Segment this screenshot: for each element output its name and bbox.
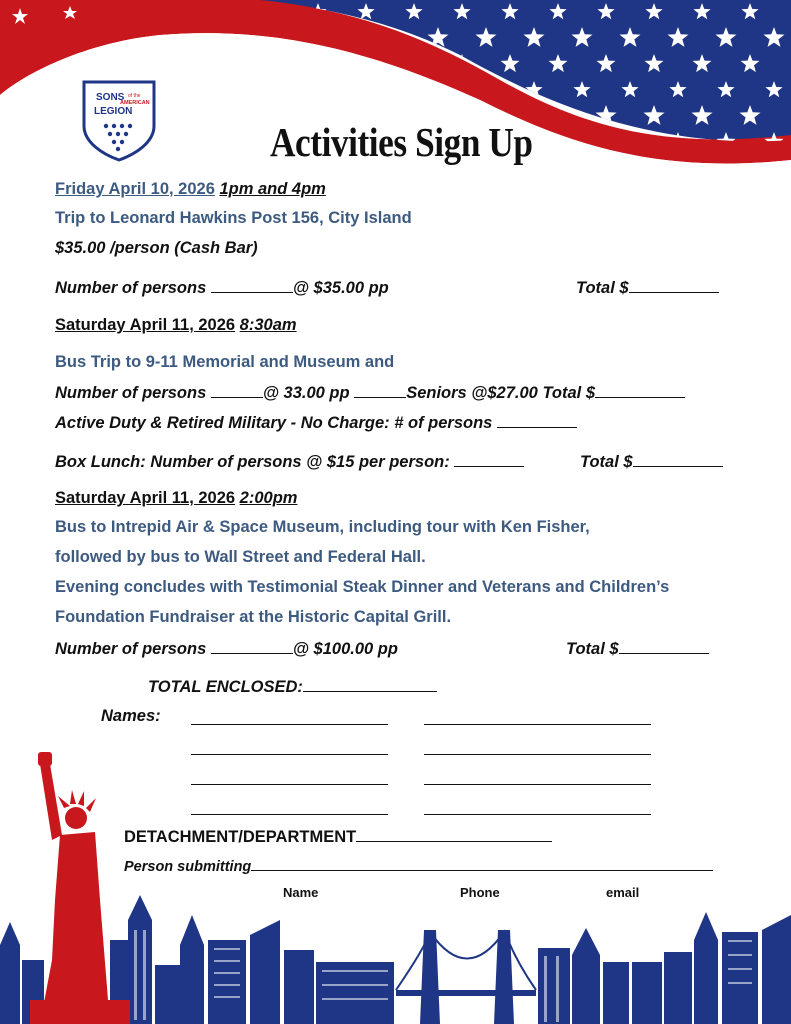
event1-description: Trip to Leonard Hawkins Post 156, City Island bbox=[55, 209, 412, 227]
banner-star bbox=[333, 81, 350, 97]
logo-text-legion: LEGION bbox=[94, 106, 133, 117]
event3-description-4: Foundation Fundraiser at the Historic Capital Grill. bbox=[55, 608, 452, 626]
event1-total-row bbox=[576, 278, 719, 298]
logo-text-sons: SONS bbox=[96, 92, 125, 103]
bridge-cables bbox=[396, 930, 536, 990]
event3-description-1: Bus to Intrepid Air & Space Museum, including tour with Ken Fisher, bbox=[55, 518, 590, 536]
event1-total-blank[interactable] bbox=[629, 278, 719, 293]
banner-star bbox=[261, 54, 280, 72]
event2-date: Saturday April 11, 2026 bbox=[55, 316, 236, 334]
event2-time: 8:30am bbox=[239, 316, 297, 334]
name-line[interactable] bbox=[191, 724, 388, 725]
event3-description-3: Evening concludes with Testimonial Steak Dinner and Veterans and Children’s bbox=[55, 578, 670, 596]
person-submitting-label: Person submitting bbox=[124, 859, 252, 875]
event2-header bbox=[55, 316, 297, 335]
event2-military-label: Active Duty & Retired Military - No Charge: # of persons bbox=[55, 414, 493, 432]
total-enclosed-label: TOTAL ENCLOSED: bbox=[148, 678, 303, 696]
event2-persons-blank[interactable] bbox=[211, 383, 263, 398]
event1-persons-row bbox=[55, 278, 389, 298]
event2-lunch-blank[interactable] bbox=[454, 452, 524, 467]
event1-time: 1pm and 4pm bbox=[219, 180, 326, 198]
event2-lunch-row bbox=[55, 452, 524, 472]
event3-total-row bbox=[566, 639, 709, 659]
event3-date: Saturday April 11, 2026 bbox=[55, 489, 236, 507]
event1-price: $35.00 /person (Cash Bar) bbox=[55, 239, 258, 257]
logo-text-american: AMERICAN bbox=[120, 100, 150, 106]
name-line[interactable] bbox=[424, 724, 651, 725]
event2-lunch-total-blank[interactable] bbox=[633, 452, 723, 467]
event2-lunch-total-row bbox=[580, 452, 723, 472]
event2-description: Bus Trip to 9-11 Memorial and Museum and bbox=[55, 353, 395, 371]
city-skyline bbox=[0, 740, 791, 1024]
event3-persons-blank[interactable] bbox=[211, 639, 293, 654]
event2-military-row bbox=[55, 413, 577, 433]
banner-star bbox=[381, 81, 398, 97]
total-enclosed-row bbox=[148, 677, 437, 697]
event1-persons-blank[interactable] bbox=[211, 278, 293, 293]
event2-total-label: Total $ bbox=[542, 384, 596, 402]
event2-seniors: Seniors @$27.00 bbox=[406, 384, 538, 402]
event1-persons-label: Number of persons bbox=[55, 279, 207, 297]
column-phone-label: Phone bbox=[460, 885, 500, 900]
event3-persons-rate: @ $100.00 pp bbox=[292, 640, 398, 658]
banner-star bbox=[285, 81, 302, 97]
event1-total-label: Total $ bbox=[576, 279, 629, 297]
event1-persons-rate: @ $35.00 pp bbox=[292, 279, 389, 297]
column-email-label: email bbox=[606, 885, 640, 900]
event3-persons-label: Number of persons bbox=[55, 640, 207, 658]
event2-persons-label: Number of persons bbox=[55, 384, 207, 402]
event2-persons-rate: @ 33.00 pp bbox=[262, 384, 350, 402]
event3-time: 2:00pm bbox=[239, 489, 298, 507]
event2-seniors-blank[interactable] bbox=[354, 383, 406, 398]
logo-text-ofthe: of the bbox=[128, 93, 141, 99]
event2-lunch-label: Box Lunch: Number of persons @ $15 per person: bbox=[55, 453, 450, 471]
total-enclosed-blank[interactable] bbox=[303, 677, 437, 692]
event2-total-blank[interactable] bbox=[595, 383, 685, 398]
column-name-label: Name bbox=[283, 885, 319, 900]
event1-header bbox=[55, 180, 326, 199]
event3-total-label: Total $ bbox=[566, 640, 619, 658]
event3-total-blank[interactable] bbox=[619, 639, 709, 654]
event1-date: Friday April 10, 2026 bbox=[55, 180, 215, 198]
event2-lunch-total-label: Total $ bbox=[580, 453, 633, 471]
event3-persons-row bbox=[55, 639, 398, 659]
names-label: Names: bbox=[101, 707, 161, 725]
sons-of-the-american-legion-logo bbox=[80, 78, 158, 162]
event3-header bbox=[55, 489, 297, 508]
event2-persons-row bbox=[55, 383, 685, 403]
event3-description-2: followed by bus to Wall Street and Federal Hall. bbox=[55, 548, 426, 566]
page-title: Activities Sign Up bbox=[270, 119, 533, 165]
detachment-label: DETACHMENT/DEPARTMENT bbox=[124, 828, 357, 846]
event2-military-blank[interactable] bbox=[497, 413, 577, 428]
